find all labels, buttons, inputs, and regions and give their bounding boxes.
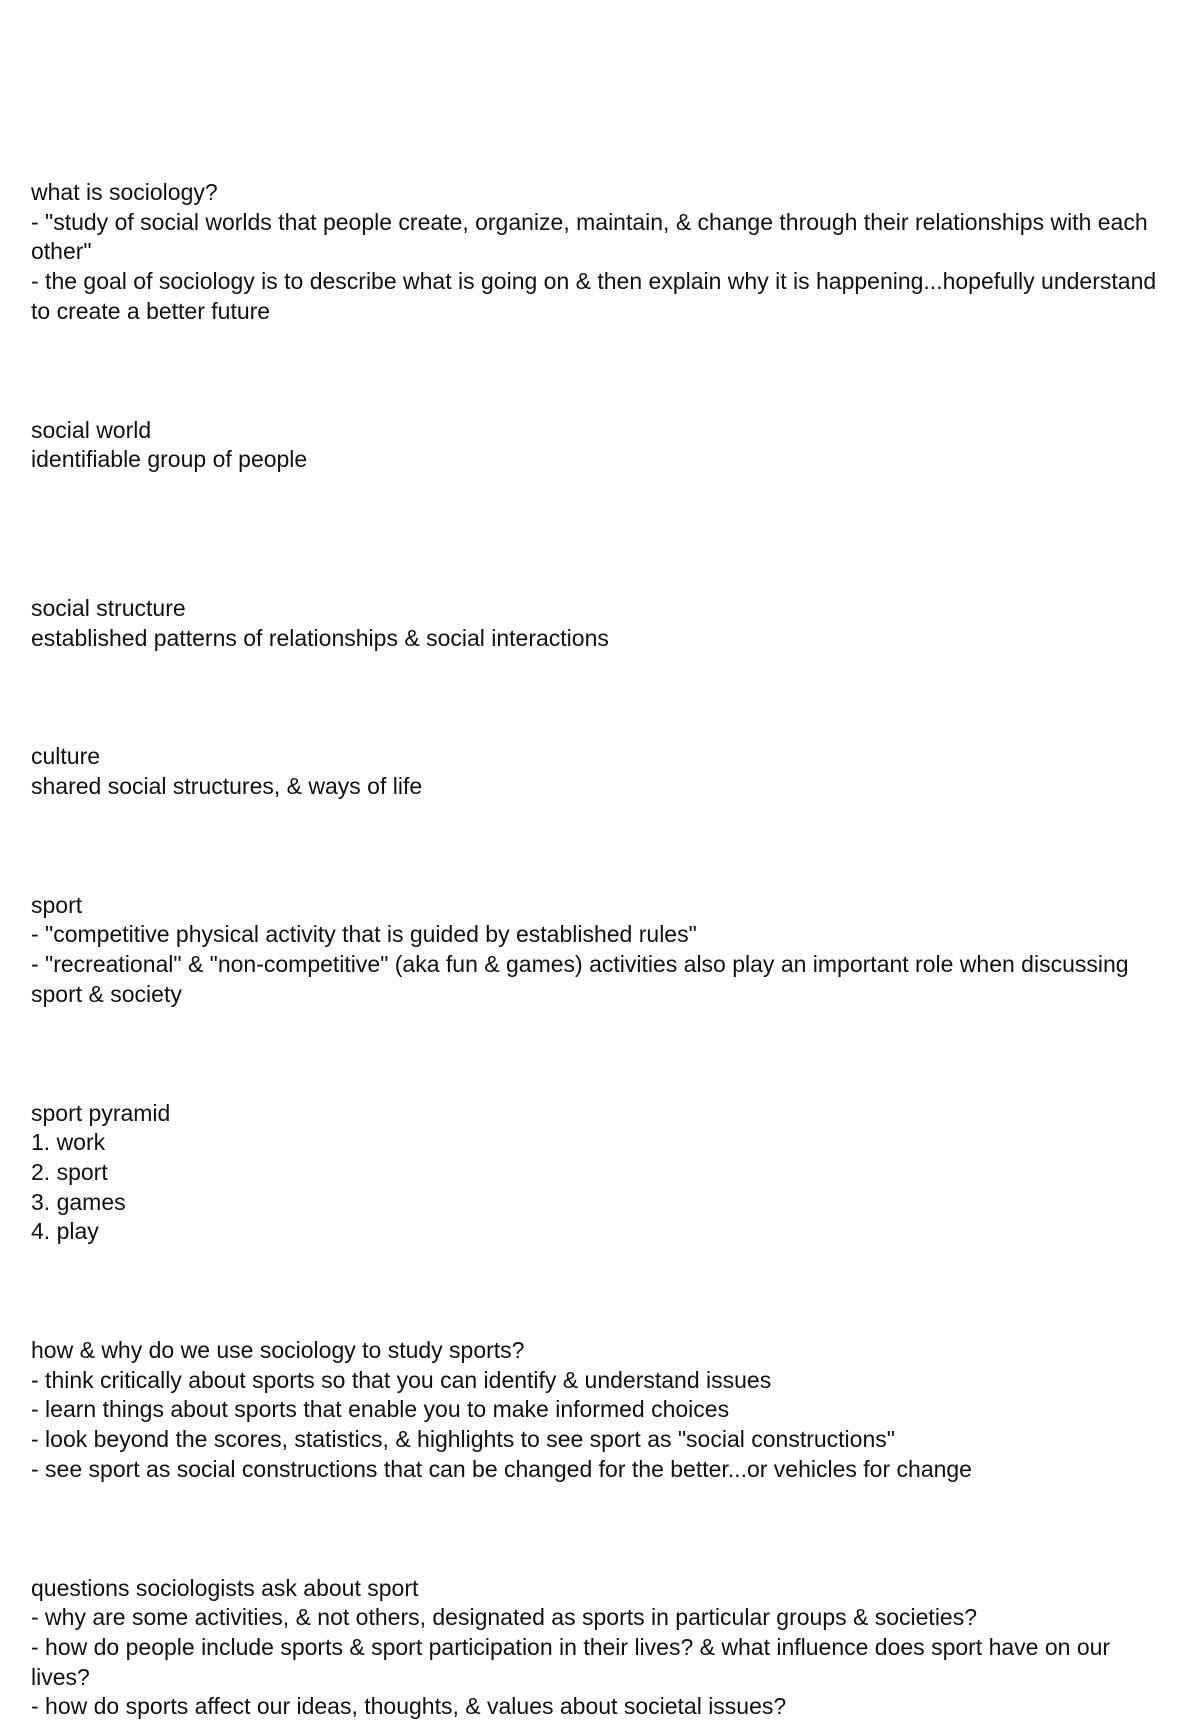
list-item: 2. sport: [31, 1158, 108, 1185]
section-line: identifiable group of people: [31, 446, 308, 473]
section-line: - think critically about sports so that you can identify & understand issues: [31, 1366, 772, 1393]
list-item: 1. work: [31, 1129, 106, 1156]
section-line: - how do people include sports & sport participation in their lives? & what influence does sport have on our lives?: [31, 1633, 1111, 1690]
section-social-structure: [31, 594, 1171, 653]
list-item: 3. games: [31, 1188, 126, 1215]
section-spacer: [31, 653, 1171, 742]
section-line: - why are some activities, & not others, designated as sports in particular groups & societies?: [31, 1604, 978, 1631]
section-sport: [31, 891, 1171, 1010]
section-questions-sociologists-ask: [31, 1574, 1171, 1722]
section-line: shared social structures, & ways of life: [31, 773, 423, 800]
section-social-world: [31, 416, 1171, 475]
section-spacer: [31, 1247, 1171, 1336]
section-heading: culture: [31, 743, 101, 770]
section-why-sociology-of-sport: [31, 1336, 1171, 1485]
section-heading: how & why do we use sociology to study sports?: [31, 1337, 525, 1364]
section-line: - "study of social worlds that people create, organize, maintain, & change through their relationships with each other": [31, 208, 1148, 265]
section-culture: [31, 742, 1171, 801]
list-item: 4. play: [31, 1218, 99, 1245]
section-line: established patterns of relationships & social interactions: [31, 624, 609, 651]
document-body: [31, 178, 1171, 1722]
section-line: - look beyond the scores, statistics, & highlights to see sport as "social constructions": [31, 1426, 895, 1453]
section-spacer: [31, 1485, 1171, 1574]
section-line: - "recreational" & "non-competitive" (aka fun & games) activities also play an important role when discussing sport & society: [31, 951, 1129, 1007]
section-sport-pyramid: [31, 1099, 1171, 1248]
section-heading: sport pyramid: [31, 1099, 171, 1126]
section-heading: social structure: [31, 594, 186, 621]
section-line: - how do sports affect our ideas, thoughts, & values about societal issues?: [31, 1693, 787, 1720]
section-heading: social world: [31, 416, 152, 443]
section-line: - see sport as social constructions that can be changed for the better...or vehicles for change: [31, 1455, 972, 1482]
section-spacer: [31, 802, 1171, 891]
section-what-is-sociology: [31, 178, 1171, 327]
section-heading: questions sociologists ask about sport: [31, 1574, 419, 1601]
section-spacer: [31, 327, 1171, 416]
section-heading: sport: [31, 891, 83, 918]
section-spacer: [31, 1010, 1171, 1099]
section-line: - "competitive physical activity that is guided by established rules": [31, 921, 697, 948]
section-heading: what is sociology?: [31, 179, 218, 205]
section-spacer: [31, 475, 1171, 594]
section-line: - the goal of sociology is to describe what is going on & then explain why it is happening...hopefully understand to create a better future: [31, 268, 1157, 324]
section-line: - learn things about sports that enable you to make informed choices: [31, 1396, 730, 1423]
